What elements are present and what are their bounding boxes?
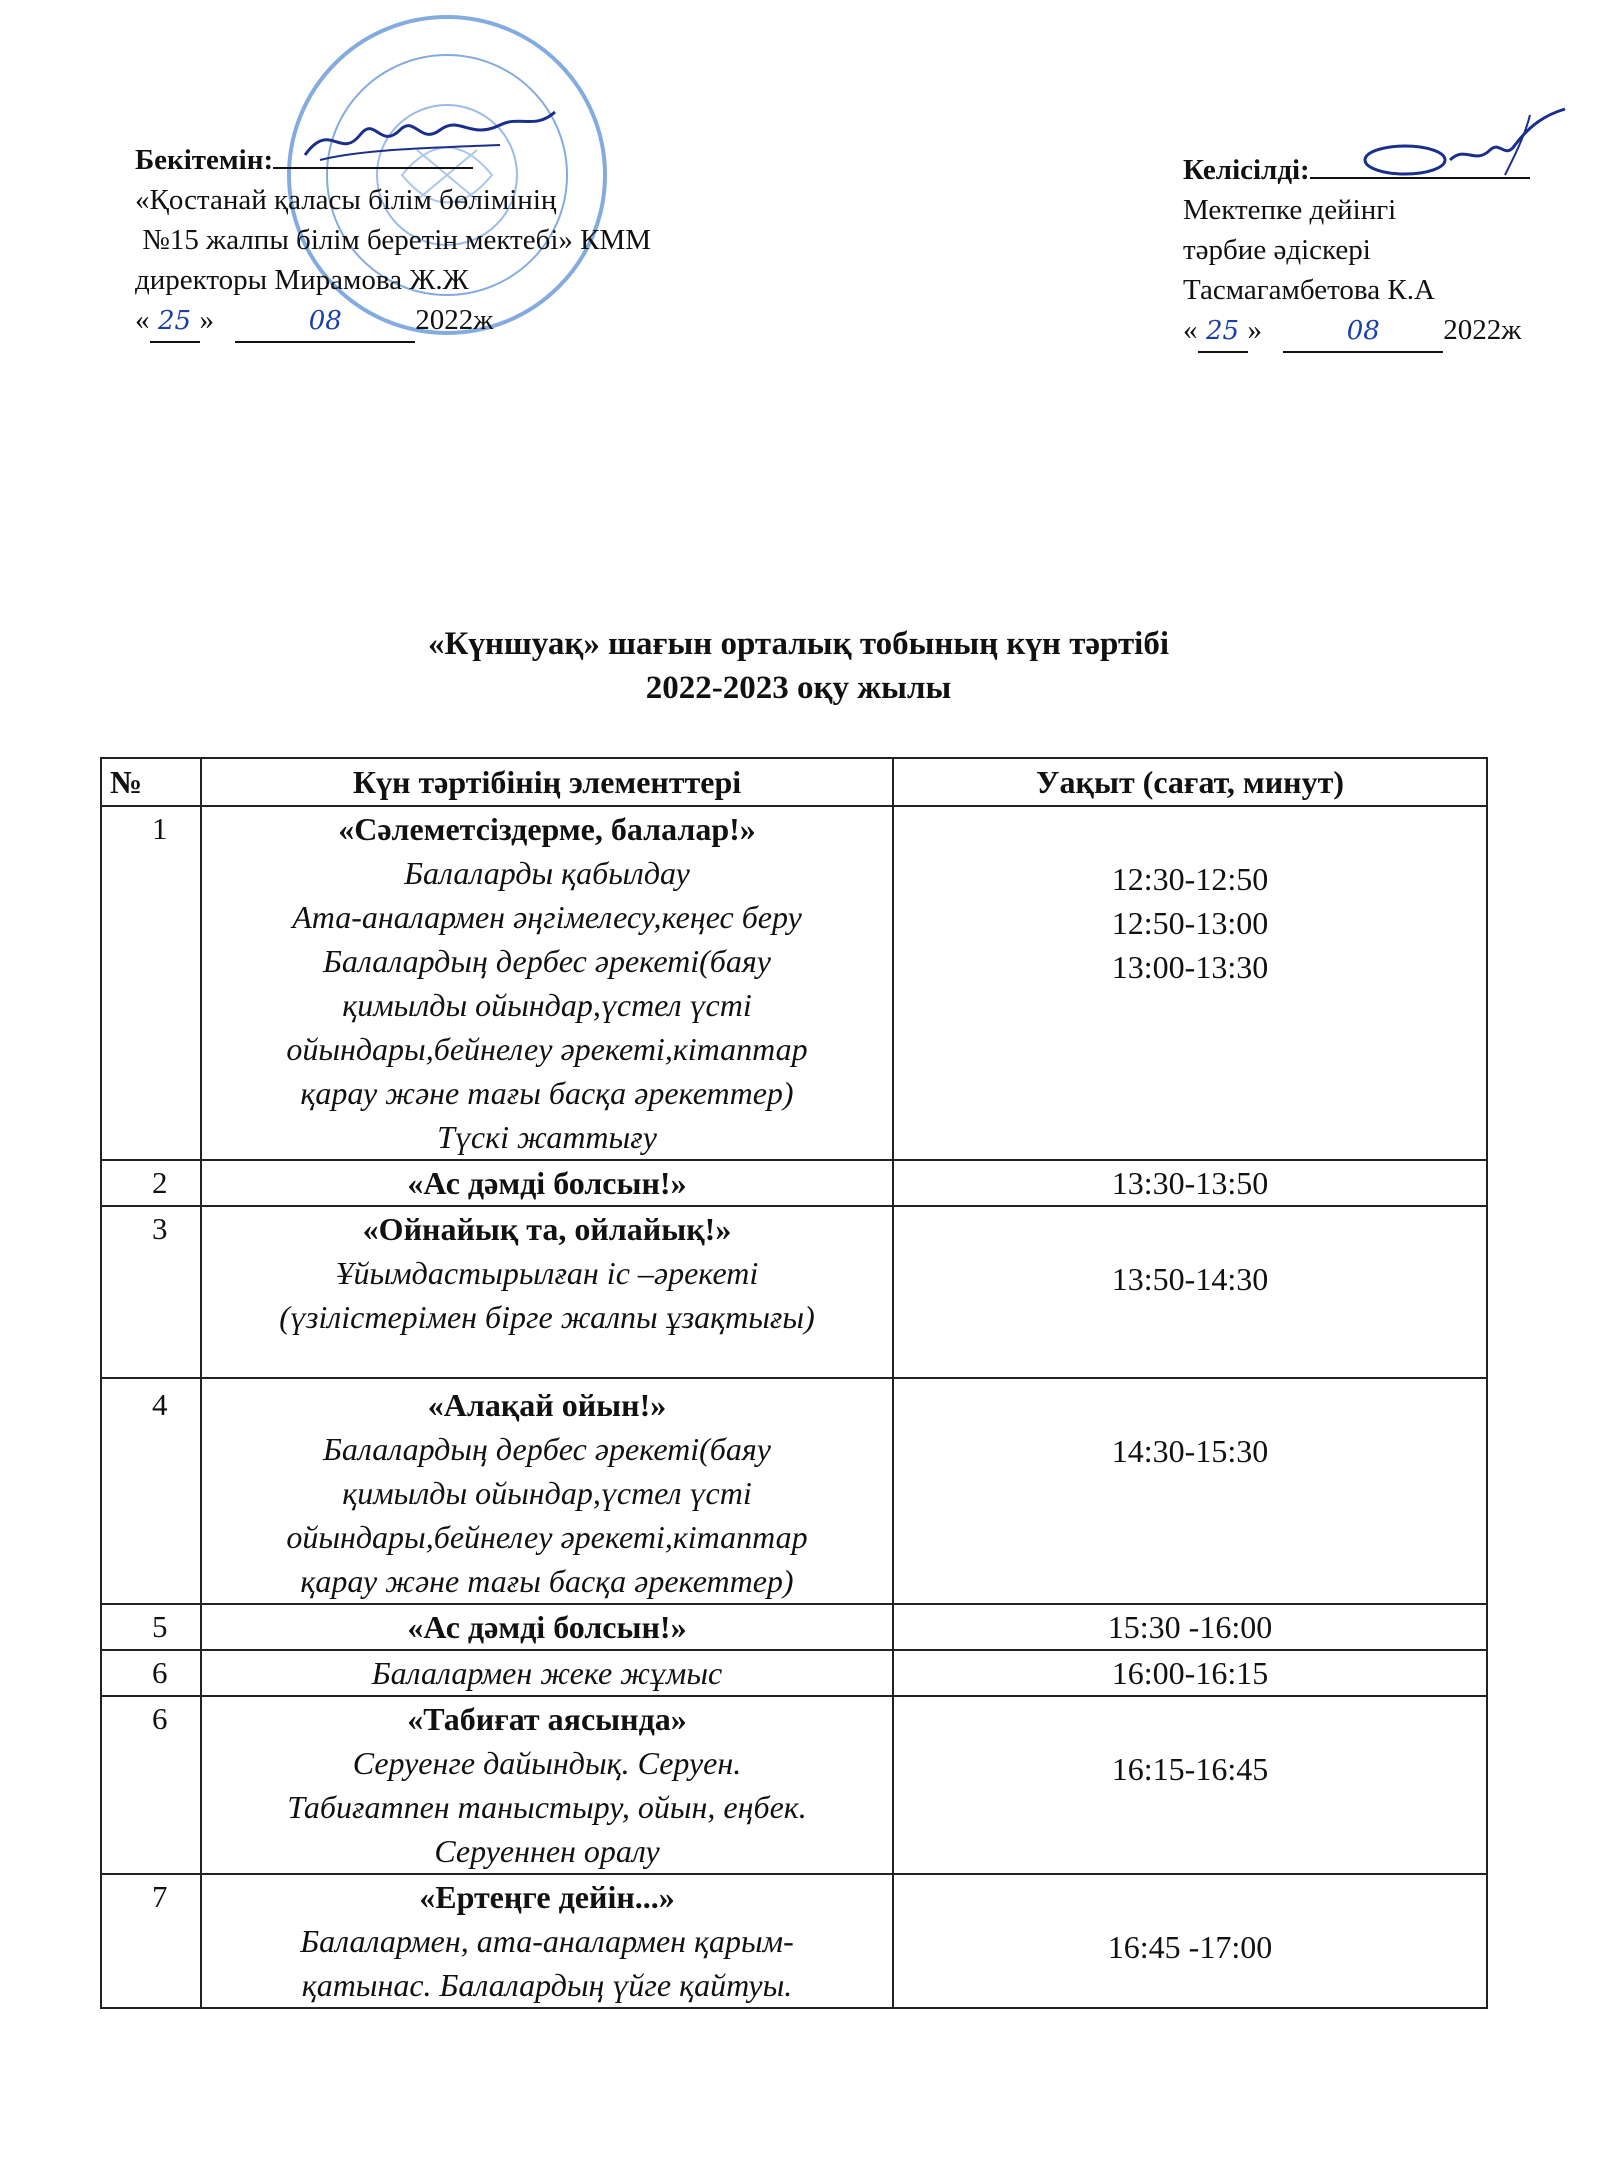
row-heading: «Ас дәмді болсын!» (407, 1165, 687, 1201)
row-line: Балалардың дербес әрекеті(баяу (323, 1431, 771, 1467)
row-line: Балаларды қабылдау (404, 855, 690, 891)
time-value: 16:45 -17:00 (1107, 1929, 1273, 1965)
table-row (101, 1160, 1487, 1206)
time-value: 14:30-15:30 (1111, 1433, 1269, 1469)
row-line: Балалардың дербес әрекеті(баяу (323, 943, 771, 979)
agree-line1: Мектепке дейінгі (1183, 194, 1397, 226)
title-line2: 2022-2023 оқу жылы (645, 670, 952, 706)
row-time (893, 1604, 1487, 1650)
row-line: қарау және тағы басқа әрекеттер) (300, 1563, 794, 1599)
row-elements (201, 1696, 893, 1874)
approve-org-line2: №15 жалпы білім беретін мектебі» КММ (135, 224, 652, 256)
row-line: қатынас. Балалардың үйге қайтуы. (301, 1967, 793, 2003)
table-row (101, 806, 1487, 1160)
row-time (893, 1650, 1487, 1696)
director-signature (300, 100, 560, 170)
approve-date-month: 08 (235, 301, 415, 343)
row-line: ойындары,бейнелеу әрекеті,кітаптар (286, 1031, 808, 1067)
schedule-table (100, 757, 1488, 2009)
row-time (893, 806, 1487, 1160)
approve-org-line1: «Қостанай қаласы білім бөлімінің (135, 184, 557, 216)
row-heading: «Ас дәмді болсын!» (407, 1609, 687, 1645)
time-value: 12:50-13:00 (1111, 905, 1269, 941)
row-line: ойындары,бейнелеу әрекеті,кітаптар (286, 1519, 808, 1555)
methodist-signature (1355, 105, 1575, 185)
row-time (893, 1696, 1487, 1874)
header-elements: Күн тәртібінің элементтері (201, 758, 893, 806)
approve-director: директоры Мирамова Ж.Ж (135, 264, 469, 296)
row-heading: «Ертеңге дейін...» (419, 1879, 675, 1915)
time-value: 16:00-16:15 (1111, 1655, 1269, 1691)
row-number: 7 (101, 1874, 201, 2008)
row-line: Балалармен, ата-аналармен қарым- (300, 1923, 794, 1959)
table-row (101, 1378, 1487, 1604)
row-line: қимылды ойындар,үстел үсті (342, 987, 752, 1023)
row-heading: «Ойнайық та, ойлайық!» (362, 1211, 732, 1247)
row-line: (үзілістерімен бірге жалпы ұзақтығы) (279, 1299, 815, 1335)
title-line1: «Күншуақ» шағын орталық тобының күн тәртібі (427, 626, 1170, 662)
row-elements (201, 1160, 893, 1206)
header-time: Уақыт (сағат, минут) (893, 758, 1487, 806)
row-number: 5 (101, 1604, 201, 1650)
row-heading: «Табиғат аясында» (407, 1701, 687, 1737)
time-value: 16:15-16:45 (1111, 1751, 1269, 1787)
row-elements (201, 1378, 893, 1604)
approve-date-year: 2022ж (415, 304, 494, 336)
row-line: Түскі жаттығу (437, 1119, 657, 1155)
row-time (893, 1378, 1487, 1604)
table-row (101, 1206, 1487, 1378)
table-row (101, 1650, 1487, 1696)
row-line: қарау және тағы басқа әрекеттер) (300, 1075, 794, 1111)
time-value: 13:50-14:30 (1111, 1261, 1269, 1297)
row-time (893, 1874, 1487, 2008)
document-title (0, 622, 1597, 710)
row-time (893, 1160, 1487, 1206)
time-value: 13:30-13:50 (1111, 1165, 1269, 1201)
row-line: Табиғатпен таныстыру, ойын, еңбек. (287, 1789, 807, 1825)
row-line: Серуенге дайындық. Серуен. (352, 1745, 742, 1781)
row-elements (201, 806, 893, 1160)
agree-line2: тәрбие әдіскері (1183, 234, 1371, 266)
row-elements (201, 1206, 893, 1378)
approve-label: Бекітемін: (135, 144, 274, 176)
agree-date-year: 2022ж (1443, 314, 1522, 346)
agree-date-month: 08 (1283, 311, 1443, 353)
row-number: 2 (101, 1160, 201, 1206)
row-number: 4 (101, 1378, 201, 1604)
row-number: 3 (101, 1206, 201, 1378)
time-value: 15:30 -16:00 (1107, 1609, 1273, 1645)
agree-name: Тасмагамбетова К.А (1183, 274, 1435, 306)
row-elements (201, 1874, 893, 2008)
row-number: 1 (101, 806, 201, 1160)
row-time (893, 1206, 1487, 1378)
row-line: Ұйымдастырылған іс –әрекеті (335, 1255, 759, 1291)
agree-label: Келісілді: (1183, 154, 1310, 186)
header-number: № (101, 758, 201, 806)
row-heading: «Алақай ойын!» (427, 1387, 667, 1423)
row-line: Серуеннен оралу (434, 1833, 660, 1869)
approval-block: Бекітемін: «Қостанай қаласы білім бөлімінің №15 жалпы білім беретін мектебі» КММ директоры Мирамова Ж.Ж « 25 » 08 2022ж (135, 140, 651, 343)
row-number: 6 (101, 1696, 201, 1874)
table-row (101, 1604, 1487, 1650)
table-row (101, 1696, 1487, 1874)
agreement-block: Келісілді: Мектепке дейінгі тәрбие әдіскері Тасмагамбетова К.А « 25 » 08 2022ж (1183, 150, 1530, 353)
time-value: 13:00-13:30 (1111, 949, 1269, 985)
time-value: 12:30-12:50 (1111, 861, 1269, 897)
row-elements (201, 1604, 893, 1650)
row-line: Балалармен жеке жұмыс (371, 1655, 723, 1691)
row-number: 6 (101, 1650, 201, 1696)
row-elements (201, 1650, 893, 1696)
table-header-row (101, 758, 1487, 806)
agree-date-day: 25 (1198, 311, 1248, 353)
row-line: қимылды ойындар,үстел үсті (342, 1475, 752, 1511)
table-row (101, 1874, 1487, 2008)
row-heading: «Сәлеметсіздерме, балалар!» (338, 811, 756, 847)
row-line: Ата-аналармен әңгімелесу,кеңес беру (292, 899, 802, 935)
approve-date-day: 25 (150, 301, 200, 343)
